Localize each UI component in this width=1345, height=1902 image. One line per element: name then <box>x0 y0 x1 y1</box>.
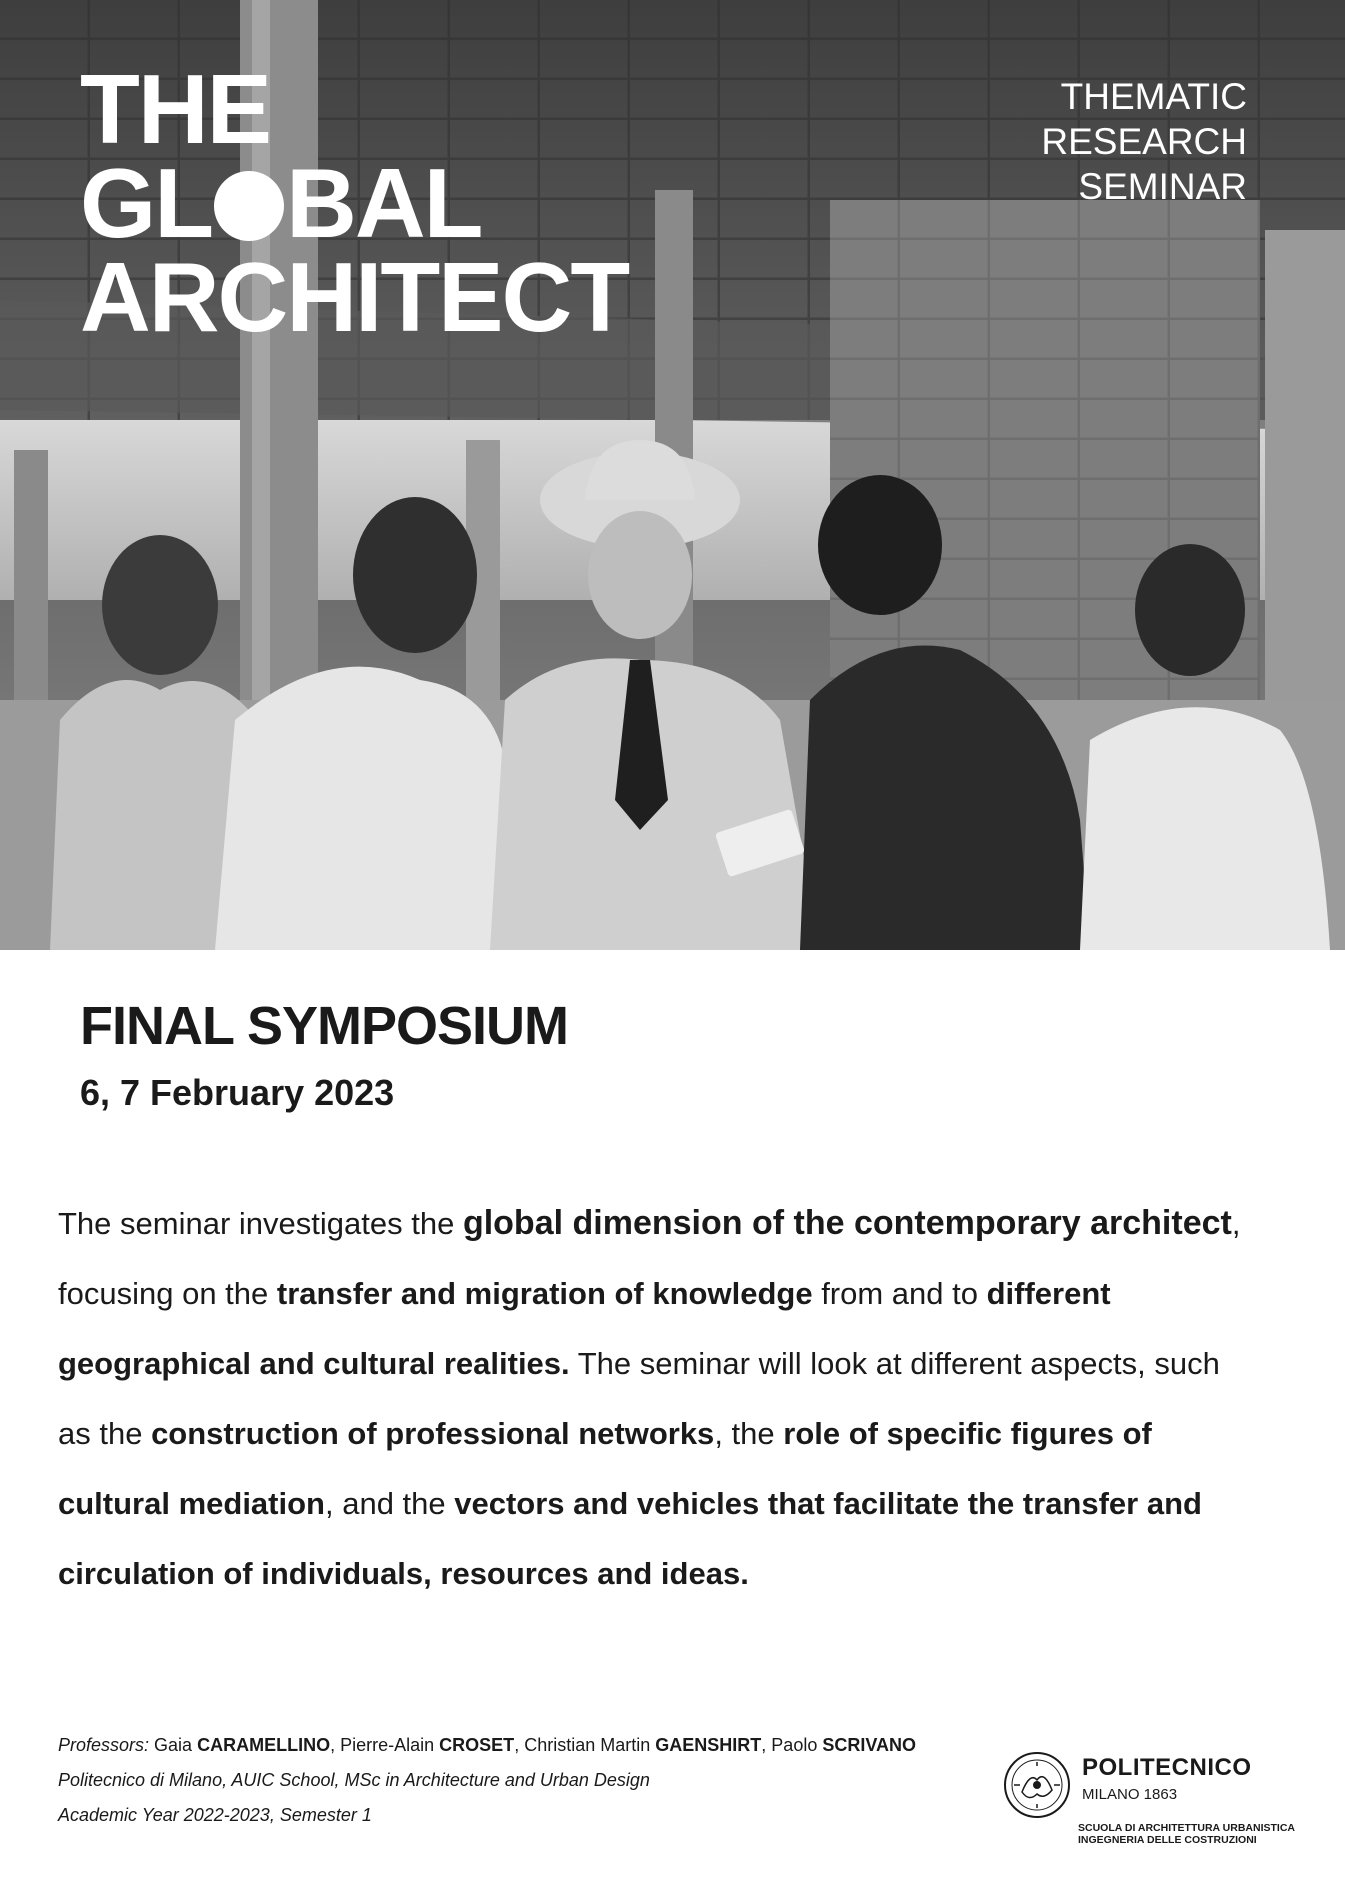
desc-text-5: , the <box>714 1416 784 1451</box>
prof-1-first: Gaia <box>154 1735 193 1755</box>
desc-text-1: The seminar investigates the <box>58 1206 463 1241</box>
professors-row: Professors: Gaia CARAMELLINO, Pierre-Alain CROSET, Christian Martin GAENSHIRT, Paolo SCRIVANO <box>58 1735 917 1755</box>
prof-4-last: SCRIVANO <box>822 1735 917 1755</box>
desc-bold-4: construction of professional networks <box>151 1416 715 1451</box>
event-title: FINAL SYMPOSIUM <box>80 996 569 1056</box>
tag-line-3: SEMINAR <box>1078 166 1247 207</box>
desc-bold-5: role of specific figures of cultural mediation <box>58 1416 1152 1521</box>
logo-school-line-1: SCUOLA DI ARCHITETTURA URBANISTICA <box>1078 1822 1295 1834</box>
tag-line-1: THEMATIC <box>1060 76 1247 117</box>
desc-text-3: from and to <box>812 1276 987 1311</box>
desc-bold-1: global dimension of the contemporary architect <box>462 1204 1232 1242</box>
seminar-description <box>58 1188 1248 1609</box>
institution: Politecnico di Milano, AUIC School, MSc in Architecture and Urban Design <box>58 1770 650 1790</box>
prof-1-last: CARAMELLINO <box>197 1735 331 1755</box>
desc-text-4: The seminar will look at different aspects, such as the <box>58 1346 1220 1451</box>
desc-bold-3: different geographical and cultural realities. <box>58 1276 1111 1381</box>
event-date: 6, 7 February 2023 <box>80 1072 395 1113</box>
logo-school <box>1078 1822 1295 1846</box>
title-line-1: THE <box>80 54 270 164</box>
academic-year: Academic Year 2022-2023, Semester 1 <box>58 1805 372 1825</box>
logo-city: MILANO 1863 <box>1082 1786 1178 1803</box>
prof-4-first: Paolo <box>771 1735 818 1755</box>
seminar-title <box>80 54 629 352</box>
globe-dot-icon <box>214 171 284 241</box>
prof-3-first: Christian Martin <box>524 1735 651 1755</box>
seminar-type-label <box>1041 74 1247 209</box>
title-line-2-start: GL <box>80 148 213 258</box>
logo-name: POLITECNICO <box>1082 1754 1252 1781</box>
prof-3-last: GAENSHIRT <box>655 1735 762 1755</box>
desc-bold-2: transfer and migration of knowledge <box>276 1276 813 1311</box>
prof-2-last: CROSET <box>439 1735 515 1755</box>
title-line-2-end: BAL <box>286 148 482 258</box>
credits <box>58 1728 958 1833</box>
politecnico-logo <box>1002 1746 1302 1856</box>
politecnico-seal-icon <box>1002 1750 1072 1820</box>
prof-2-first: Pierre-Alain <box>340 1735 435 1755</box>
title-line-3: ARCHITECT <box>80 242 629 352</box>
desc-bold-6: vectors and vehicles that facilitate the transfer and circulation of individuals, resources and ideas. <box>58 1486 1202 1591</box>
hero-photo <box>0 0 1345 950</box>
logo-school-line-2: INGEGNERIA DELLE COSTRUZIONI <box>1078 1834 1257 1846</box>
desc-text-2: , focusing on the <box>58 1206 1241 1311</box>
desc-text-6: , and the <box>324 1486 455 1521</box>
title-line-2 <box>80 148 628 258</box>
tag-line-2: RESEARCH <box>1041 121 1247 162</box>
professors-label: Professors: <box>58 1735 150 1755</box>
